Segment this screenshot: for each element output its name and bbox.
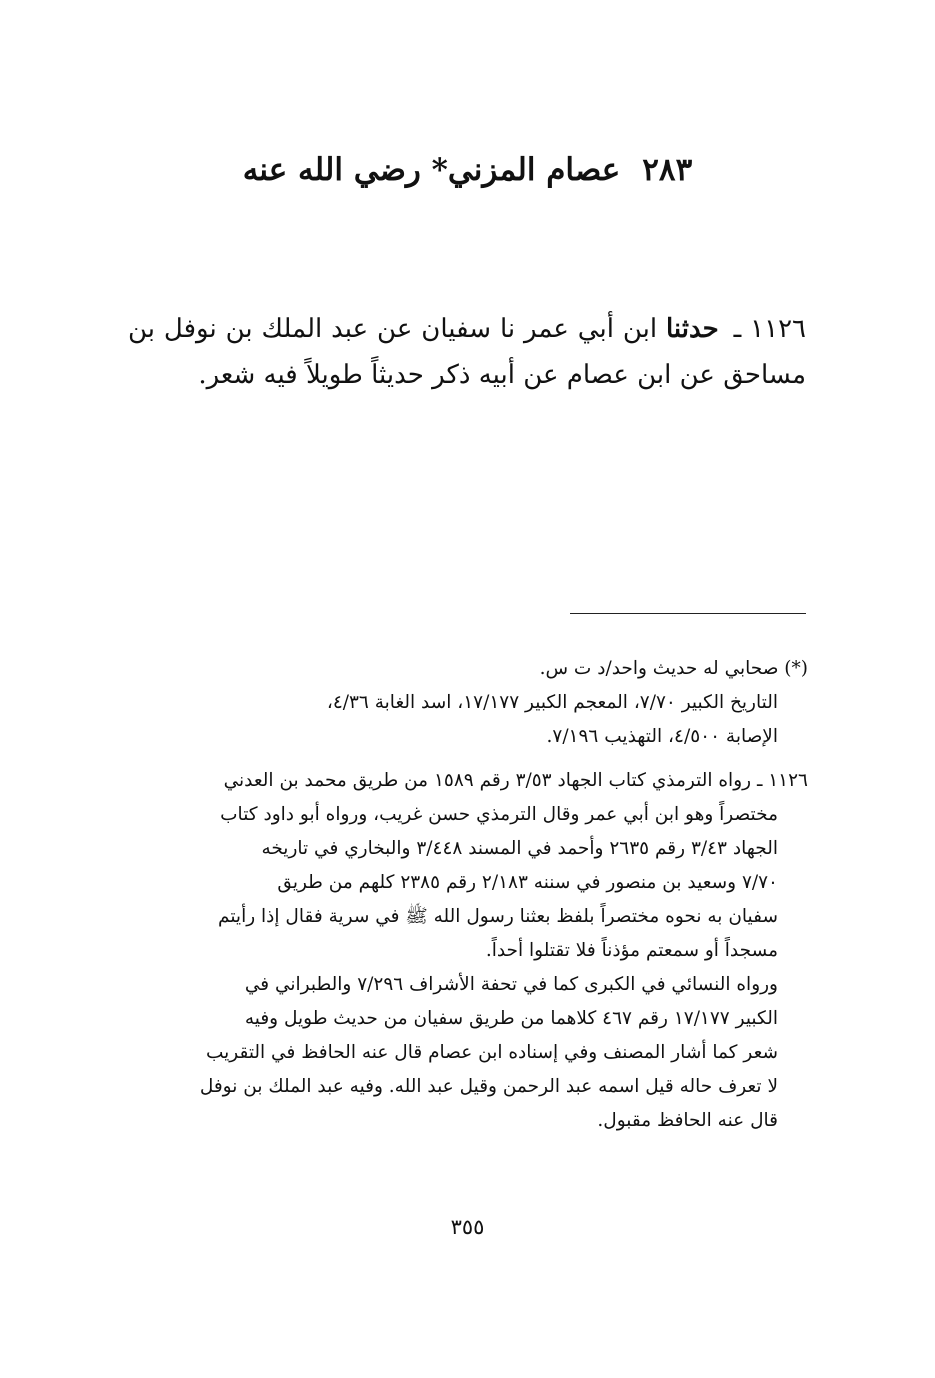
footnotes bbox=[128, 652, 808, 1138]
page-number: ٣٥٥ bbox=[450, 1215, 485, 1239]
footnote-line: مختصراً وهو ابن أبي عمر وقال الترمذي حسن غريب، ورواه أبو داود كتاب bbox=[220, 804, 778, 825]
chapter-title: عصام المزني* رضي الله عنه bbox=[242, 152, 621, 188]
chapter-heading bbox=[0, 150, 935, 190]
footnote-line: التاريخ الكبير ٧/٧٠، المعجم الكبير ١٧/١٧٧، اسد الغابة ٤/٣٦، bbox=[326, 692, 778, 713]
footnote-line: مسجداً أو سمعتم مؤذناً فلا تقتلوا أحداً. bbox=[485, 940, 778, 961]
footnote-line: الجهاد ٣/٤٣ رقم ٢٦٣٥ وأحمد في المسند ٣/٤٤٨ والبخاري في تاريخه bbox=[261, 838, 778, 859]
footnote-line: سفيان به نحوه مختصراً بلفظ بعثنا رسول الله ﷺ في سرية فقال إذا رأيتم bbox=[218, 906, 778, 927]
hadith-number: ١١٢٦ ـ bbox=[733, 314, 807, 344]
footnote-line: الكبير ١٧/١٧٧ رقم ٤٦٧ كلاهما من طريق سفيان من حديث طويل وفيه bbox=[244, 1008, 778, 1029]
hadith-body: ابن أبي عمر نا سفيان عن عبد الملك بن نوفل بن مساحق عن ابن عصام عن أبيه ذكر حديثاً طويلاً فيه شعر. bbox=[128, 314, 806, 390]
footnote-line: قال عنه الحافظ مقبول. bbox=[597, 1110, 778, 1131]
takhrij-footnote bbox=[128, 764, 808, 1138]
footnote-line: الإصابة ٤/٥٠٠، التهذيب ٧/١٩٦. bbox=[546, 726, 778, 747]
footnote-line: ١١٢٦ ـ رواه الترمذي كتاب الجهاد ٣/٥٣ رقم ١٥٨٩ من طريق محمد بن العدني bbox=[223, 770, 808, 791]
footnote-line: شعر كما أشار المصنف وفي إسناده ابن عصام قال عنه الحافظ في التقريب bbox=[205, 1042, 778, 1063]
chapter-number: ٢٨٣ bbox=[642, 152, 693, 188]
footnote-line: ورواه النسائي في الكبرى كما في تحفة الأشراف ٧/٢٩٦ والطبراني في bbox=[244, 974, 778, 995]
footnote-line: لا تعرف حاله قيل اسمه عبد الرحمن وقيل عبد الله. وفيه عبد الملك بن نوفل bbox=[199, 1076, 778, 1097]
companion-footnote bbox=[128, 652, 808, 754]
footnote-line: ٧/٧٠ وسعيد بن منصور في سننه ٢/١٨٣ رقم ٢٣٨٥ كلهم من طريق bbox=[277, 872, 778, 893]
hadith-text-block bbox=[128, 306, 806, 398]
footnote-line: (*) صحابي له حديث واحد/د ت س. bbox=[539, 658, 808, 679]
footnote-separator bbox=[570, 613, 806, 614]
footnote-gap bbox=[128, 754, 808, 764]
hadith-chain-opening: حدثنا bbox=[665, 314, 719, 344]
